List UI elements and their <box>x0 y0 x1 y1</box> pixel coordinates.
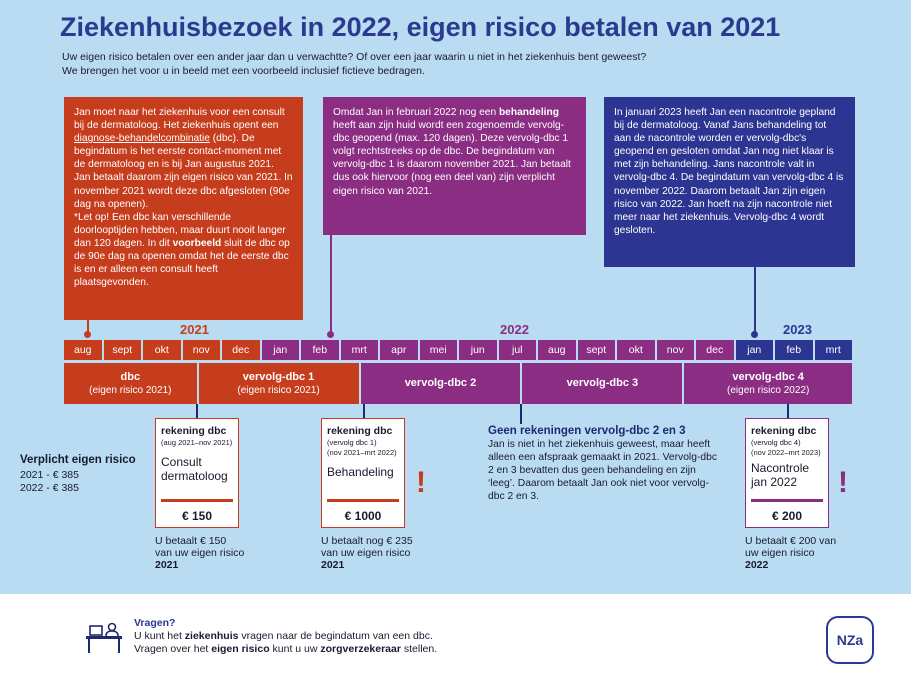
payment-note-2: U betaalt nog € 235 van uw eigen risico 2021 <box>321 535 413 571</box>
dbc-band <box>64 363 197 404</box>
dbc-band-title: vervolg-dbc 1 <box>242 370 315 383</box>
box3-pointer <box>754 267 756 334</box>
month-cell: jan <box>736 340 774 360</box>
dbc-explanation-box: Jan moet naar het ziekenhuis voor een consult bij de dermatoloog. Het ziekenhuis opent een diagnose-behandelcombinatie (dbc). De begindatum is het eerste contact-moment met de dermatoloog en is bij Jan augustus 2021. Jan betaalt daarom zijn eigen risico van 2021. In november 2021 wordt deze dbc afgesloten (90e dag na openen). *Let op! Een dbc kan verschillende doorlooptijden hebben, maar duurt nooit langer dan 120 dagen. In dit voorbeeld sluit de dbc op de 90e dag na openen omdat het de eerste dbc is en er alleen een consult heeft plaatsgevonden. <box>64 97 303 320</box>
box2-pointer <box>330 235 332 334</box>
dbc-band-subtitle: (eigen risico 2021) <box>89 384 172 396</box>
month-cell: nov <box>183 340 221 360</box>
nza-logo: NZa <box>826 616 874 664</box>
month-cell: okt <box>617 340 655 360</box>
month-cell: mrt <box>341 340 379 360</box>
month-cell: apr <box>380 340 418 360</box>
footer-questions: Vragen? U kunt het ziekenhuis vragen naar de begindatum van een dbc. Vragen over het eigen risico kunt u uw zorgverzekeraar stellen. <box>134 617 438 655</box>
vervolg-dbc-1-box: Omdat Jan in februari 2022 nog een behandeling heeft aan zijn huid wordt een zogenoemde vervolg-dbc geopend (max. 120 dagen). Deze vervolg-dbc 1 volgt rechtstreeks op de dbc. De begindatum van vervolg-dbc 1 is daarom november 2021. Jan betaalt dus ook hiervoor (nog een deel van) zijn verplicht eigen risico van 2021. <box>323 97 586 235</box>
month-cell: sept <box>104 340 142 360</box>
month-cell: mrt <box>815 340 853 360</box>
dbc-band-title: dbc <box>120 370 141 383</box>
invoice-card-vervolg-dbc-1: rekening dbc (vervolg dbc 1) (nov 2021–mrt 2022) Behandeling € 1000 <box>321 418 405 528</box>
month-cell: dec <box>696 340 734 360</box>
box1-marker <box>84 331 91 338</box>
month-cell: nov <box>657 340 695 360</box>
month-cell: aug <box>538 340 576 360</box>
warning-exclamation-icon: ! <box>416 466 426 499</box>
month-cell: mei <box>420 340 458 360</box>
invoice-card-vervolg-dbc-4: rekening dbc (vervolg dbc 4) (nov 2022–mrt 2023) Nacontrole jan 2022 € 200 <box>745 418 829 528</box>
year-label-2022: 2022 <box>500 322 529 337</box>
warning-exclamation-icon-2: ! <box>838 466 848 499</box>
no-invoices-note: Geen rekeningen vervolg-dbc 2 en 3 Jan is niet in het ziekenhuis geweest, maar heeft alleen een afspraak gemaakt in 2021. Vervolg-dbc 2 en 3 bevatten dus geen behandeling en zijn ‘leeg’. Daarom betaalt Jan ook niet voor vervolg-dbc 2 en 3. <box>488 425 717 502</box>
dbc-term-link[interactable]: diagnose-behandelcombinatie <box>74 133 210 145</box>
box3-marker <box>751 331 758 338</box>
month-cell: jun <box>459 340 497 360</box>
dbc-bands <box>64 363 852 404</box>
dbc-band <box>684 363 852 404</box>
month-cell: sept <box>578 340 616 360</box>
month-cell: feb <box>301 340 339 360</box>
dbc-band-subtitle: (eigen risico 2022) <box>727 384 810 396</box>
invoice-card-dbc: rekening dbc (aug 2021–nov 2021) Consult dermatoloog € 150 <box>155 418 239 528</box>
card1-connector <box>196 404 198 418</box>
dbc-band <box>361 363 521 404</box>
none-connector <box>520 404 522 424</box>
box2-marker <box>327 331 334 338</box>
month-timeline <box>64 340 852 360</box>
month-cell: feb <box>775 340 813 360</box>
year-label-2023: 2023 <box>783 322 812 337</box>
month-cell: jan <box>262 340 300 360</box>
dbc-band <box>199 363 359 404</box>
dbc-band-title: vervolg-dbc 3 <box>566 377 639 389</box>
dbc-band-subtitle: (eigen risico 2021) <box>237 384 320 396</box>
eigen-risico-legend: Verplicht eigen risico 2021 - € 385 2022 - € 385 <box>20 454 136 494</box>
card3-connector <box>787 404 789 418</box>
month-cell: jul <box>499 340 537 360</box>
dbc-band <box>522 363 682 404</box>
dbc-band-title: vervolg-dbc 4 <box>732 370 804 383</box>
nacontrole-box: In januari 2023 heeft Jan een nacontrole gepland bij de dermatoloog. Vanaf Jans behandeling tot aan de nacontrole worden er vervolg-dbc's geopend en gesloten omdat Jan nog niet klaar is met zijn behandeling. Jans nacontrole valt in vervolg-dbc 4. De begindatum van vervolg-dbc 4 is november 2022. Daarom betaalt Jan zijn eigen risico van 2022. Jan hoeft na zijn nacontrole niet meer naar het ziekenhuis. Vervolg-dbc 4 wordt gesloten. <box>604 97 855 267</box>
page-title: Ziekenhuisbezoek in 2022, eigen risico betalen van 2021 <box>60 12 781 42</box>
desk-person-icon <box>84 622 124 654</box>
card2-connector <box>363 404 365 418</box>
dbc-band-title: vervolg-dbc 2 <box>404 377 477 389</box>
payment-note-1: U betaalt € 150 van uw eigen risico 2021 <box>155 535 245 571</box>
month-cell: dec <box>222 340 260 360</box>
month-cell: okt <box>143 340 181 360</box>
month-cell: aug <box>64 340 102 360</box>
year-label-2021: 2021 <box>180 322 209 337</box>
payment-note-3: U betaalt € 200 van uw eigen risico 2022 <box>745 535 837 571</box>
intro-text: Uw eigen risico betalen over een ander jaar dan u verwachtte? Of over een jaar waarin u niet in het ziekenhuis bent geweest? We brengen het voor u in beeld met een voorbeeld inclusief fictieve bedragen. <box>62 51 647 77</box>
